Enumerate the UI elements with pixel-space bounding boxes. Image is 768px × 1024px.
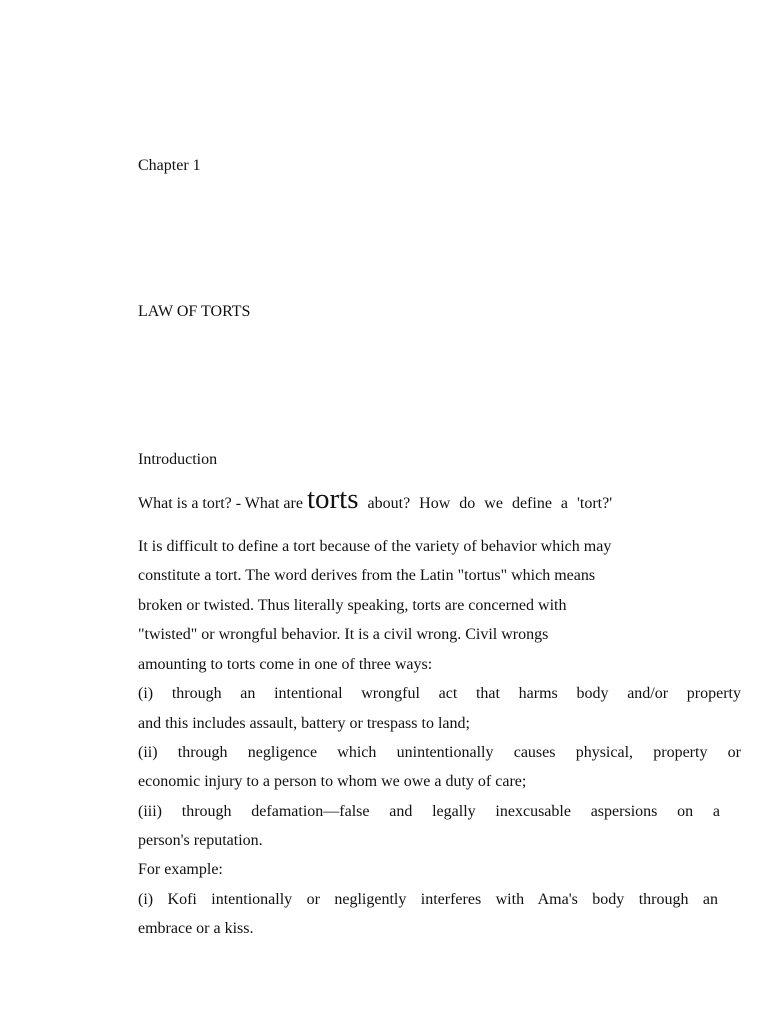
section-heading: Introduction bbox=[138, 451, 218, 468]
body-line-6: (i) through an intentional wrongful act that harms body and/or property bbox=[138, 685, 741, 702]
body-line-14: embrace or a kiss. bbox=[138, 920, 254, 937]
question-part-1: What is a tort? - What are bbox=[138, 495, 307, 512]
body-line-13: (i) Kofi intentionally or negligently interferes with Ama's body through an bbox=[138, 891, 718, 908]
body-line-11: person's reputation. bbox=[138, 832, 263, 849]
body-line-2: constitute a tort. The word derives from the Latin "tortus" which means bbox=[138, 567, 596, 584]
body-line-1: It is difficult to define a tort because of the variety of behavior which may bbox=[138, 538, 612, 555]
question-part-2: about? How do we define a 'tort?' bbox=[358, 495, 613, 512]
body-line-9: economic injury to a person to whom we owe a duty of care; bbox=[138, 773, 527, 790]
body-line-5: amounting to torts come in one of three ways: bbox=[138, 656, 433, 673]
chapter-label: Chapter 1 bbox=[138, 157, 201, 174]
intro-question bbox=[138, 484, 612, 519]
body-line-8: (ii) through negligence which unintentionally causes physical, property or bbox=[138, 744, 741, 761]
question-emphasis: torts bbox=[306, 483, 359, 515]
body-line-12: For example: bbox=[138, 861, 223, 878]
body-line-4: "twisted" or wrongful behavior. It is a civil wrong. Civil wrongs bbox=[138, 626, 549, 643]
body-line-3: broken or twisted. Thus literally speaking, torts are concerned with bbox=[138, 597, 567, 614]
document-title: LAW OF TORTS bbox=[138, 303, 251, 320]
body-line-10: (iii) through defamation—false and legally inexcusable aspersions on a bbox=[138, 803, 720, 820]
body-line-7: and this includes assault, battery or trespass to land; bbox=[138, 715, 470, 732]
